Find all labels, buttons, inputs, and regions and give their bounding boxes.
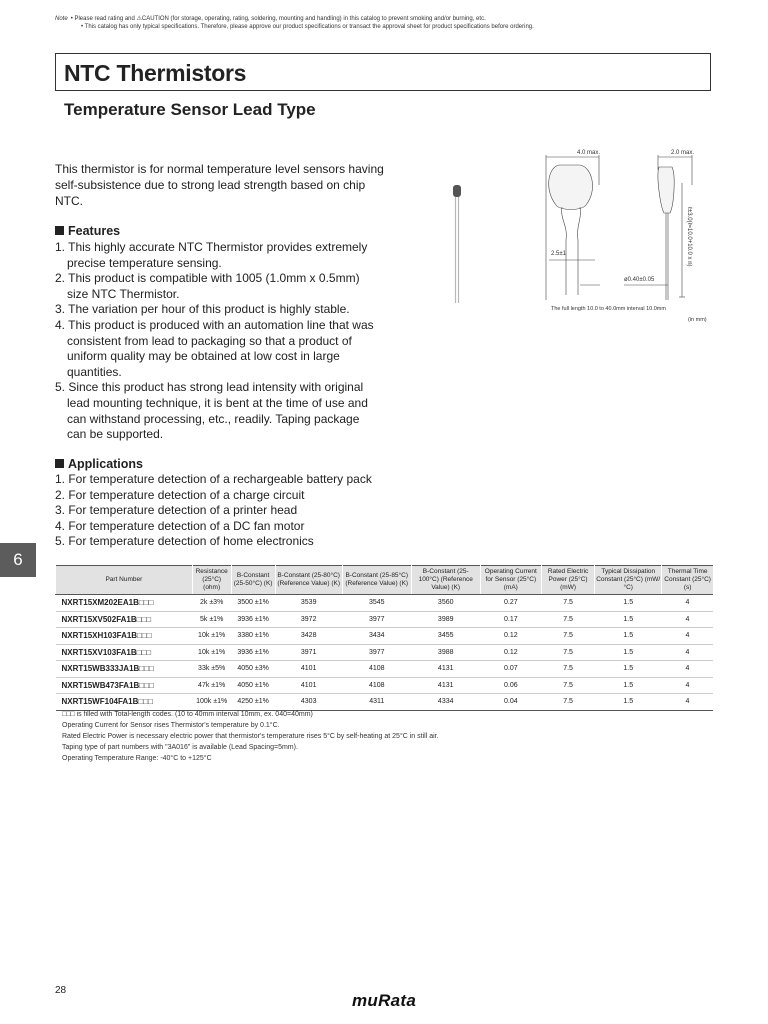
table-cell: 3936 ±1% — [231, 611, 275, 628]
catalog-note — [55, 15, 755, 31]
table-cell: 2k ±3% — [192, 595, 231, 612]
table-cell: 7.5 — [541, 694, 594, 711]
table-cell: 47k ±1% — [192, 677, 231, 694]
header-thermal-time-constant: Thermal Time Constant (25°C) (s) — [662, 566, 713, 595]
application-item: 5. For temperature detection of home electronics — [55, 534, 314, 549]
square-bullet-icon — [55, 226, 64, 235]
table-cell: 4131 — [411, 677, 480, 694]
table-cell: 4050 ±3% — [231, 661, 275, 678]
table-cell: 3936 ±1% — [231, 644, 275, 661]
table-cell: 4 — [662, 611, 713, 628]
table-cell: 10k ±1% — [192, 628, 231, 645]
table-cell: 10k ±1% — [192, 644, 231, 661]
table-cell: 4 — [662, 694, 713, 711]
dim-lead-length: ℓ±3.0(ℓ=10.0+10.0 x n) — [686, 207, 692, 267]
dim-lead-diameter: ø0.40±0.05 — [624, 277, 655, 283]
feature-item: 5. Since this product has strong lead intensity with original lead mounting technique, it is bent at the time of use and can withstand processing, etc., readily. Taping package can be supported. — [55, 380, 368, 442]
table-cell: 0.27 — [480, 595, 541, 612]
murata-logo: muRata — [352, 991, 417, 1010]
dim-thickness: 2.0 max. — [671, 150, 695, 156]
table-cell: 1.5 — [595, 644, 662, 661]
header-b-constant-25-85: B-Constant (25-85°C) (Reference Value) (K) — [342, 566, 411, 595]
table-cell: 4131 — [411, 661, 480, 678]
table-cell: 3500 ±1% — [231, 595, 275, 612]
table-cell: 4050 ±1% — [231, 677, 275, 694]
table-cell: 3428 — [275, 628, 342, 645]
table-cell: 3455 — [411, 628, 480, 645]
table-cell: 5k ±1% — [192, 611, 231, 628]
part-number-cell: NXRT15WF104FA1B□□□ — [56, 694, 193, 711]
feature-item: 2. This product is compatible with 1005 (1.0mm x 0.5mm) size NTC Thermistor. — [55, 271, 360, 301]
header-operating-current: Operating Current for Sensor (25°C) (mA) — [480, 566, 541, 595]
note-line-1: • Please read rating and ⚠CAUTION (for storage, operating, rating, soldering, mounting and handling) in this catalog to prevent smoking and/or burning, etc. — [70, 16, 486, 22]
title-box — [55, 53, 711, 91]
table-cell: 7.5 — [541, 644, 594, 661]
spec-table — [55, 565, 713, 711]
part-number-cell: NXRT15WB473FA1B□□□ — [56, 677, 193, 694]
table-cell: 0.12 — [480, 644, 541, 661]
table-cell: 4 — [662, 644, 713, 661]
table-row — [56, 644, 714, 661]
table-cell: 1.5 — [595, 628, 662, 645]
table-cell: 1.5 — [595, 677, 662, 694]
table-cell: 3972 — [275, 611, 342, 628]
table-cell: 1.5 — [595, 661, 662, 678]
dim-width: 4.0 max. — [577, 150, 601, 156]
features-heading — [55, 224, 120, 238]
part-number-cell: NXRT15XV502FA1B□□□ — [56, 611, 193, 628]
table-cell: 3971 — [275, 644, 342, 661]
applications-list — [55, 472, 395, 550]
thermistor-dimension-drawing — [430, 145, 720, 330]
part-number-cell: NXRT15XH103FA1B□□□ — [56, 628, 193, 645]
table-cell: 100k ±1% — [192, 694, 231, 711]
header-b-constant-25-80: B-Constant (25-80°C) (Reference Value) (K) — [275, 566, 342, 595]
table-cell: 3560 — [411, 595, 480, 612]
footnote: Operating Temperature Range: -40°C to +125°C — [62, 755, 212, 762]
table-cell: 3977 — [342, 644, 411, 661]
header-rated-power: Rated Electric Power (25°C) (mW) — [541, 566, 594, 595]
table-cell: 4108 — [342, 661, 411, 678]
table-cell: 0.17 — [480, 611, 541, 628]
table-cell: 1.5 — [595, 694, 662, 711]
note-line-2: • This catalog has only typical specifications. Therefore, please approve our product specifications or transact the approval sheet for product specifications before ordering. — [81, 24, 534, 30]
footnote: □□□ is filled with Total-length codes. (10 to 40mm interval 10mm, ex. 040=40mm) — [62, 711, 313, 718]
table-cell: 7.5 — [541, 611, 594, 628]
header-b-constant-25-100: B-Constant (25-100°C) (Reference Value) (K) — [411, 566, 480, 595]
page-subtitle: Temperature Sensor Lead Type — [64, 100, 316, 119]
footnote: Operating Current for Sensor rises Thermistor's temperature by 0.1°C. — [62, 722, 280, 729]
table-cell: 7.5 — [541, 628, 594, 645]
header-b-constant-25-50: B-Constant (25-50°C) (K) — [231, 566, 275, 595]
footnote: Rated Electric Power is necessary electric power that thermistor's temperature rises 5°C by self-heating at 25°C in still air. — [62, 733, 439, 740]
square-bullet-icon — [55, 459, 64, 468]
application-item: 1. For temperature detection of a rechargeable battery pack — [55, 472, 372, 486]
header-dissipation-constant: Typical Dissipation Constant (25°C) (mW/°C) — [595, 566, 662, 595]
table-row — [56, 661, 714, 678]
table-cell: 4 — [662, 628, 713, 645]
table-cell: 4303 — [275, 694, 342, 711]
table-cell: 3977 — [342, 611, 411, 628]
table-cell: 3434 — [342, 628, 411, 645]
table-cell: 3380 ±1% — [231, 628, 275, 645]
part-number-cell: NXRT15XM202EA1B□□□ — [56, 595, 193, 612]
header-resistance: Resistance (25°C) (ohm) — [192, 566, 231, 595]
part-number-cell: NXRT15WB333JA1B□□□ — [56, 661, 193, 678]
table-cell: 3545 — [342, 595, 411, 612]
table-cell: 4 — [662, 677, 713, 694]
table-cell: 1.5 — [595, 611, 662, 628]
table-cell: 0.12 — [480, 628, 541, 645]
product-photo — [453, 185, 461, 303]
table-cell: 0.06 — [480, 677, 541, 694]
table-cell: 4250 ±1% — [231, 694, 275, 711]
table-row — [56, 628, 714, 645]
table-cell: 4334 — [411, 694, 480, 711]
application-item: 4. For temperature detection of a DC fan motor — [55, 518, 305, 533]
feature-item: 1. This highly accurate NTC Thermistor provides extremely precise temperature sensing. — [55, 240, 368, 270]
table-row — [56, 694, 714, 711]
header-part-number: Part Number — [56, 566, 193, 595]
table-row — [56, 611, 714, 628]
table-cell: 4 — [662, 595, 713, 612]
table-cell: 3989 — [411, 611, 480, 628]
table-cell: 33k ±5% — [192, 661, 231, 678]
table-cell: 3539 — [275, 595, 342, 612]
intro-text: This thermistor is for normal temperature level sensors having self-subsistence due to strong lead strength based on chip NTC. — [55, 162, 384, 208]
feature-item: 3. The variation per hour of this product is highly stable. — [55, 302, 350, 317]
table-cell: 4101 — [275, 677, 342, 694]
applications-heading-text: Applications — [68, 457, 144, 471]
front-view — [546, 155, 600, 300]
feature-item: 4. This product is produced with an automation line that was consistent from lead to packaging so that a product of uniform quality may be obtained at low cost in large quantities. — [55, 317, 374, 379]
table-cell: 3988 — [411, 644, 480, 661]
table-cell: 0.07 — [480, 661, 541, 678]
part-number-cell: NXRT15XV103FA1B□□□ — [56, 644, 193, 661]
table-cell: 0.04 — [480, 694, 541, 711]
table-row — [56, 677, 714, 694]
table-header-row — [56, 566, 714, 595]
table-cell: 7.5 — [541, 677, 594, 694]
applications-heading — [55, 457, 143, 471]
table-cell: 4 — [662, 661, 713, 678]
section-tab[interactable]: 6 — [0, 543, 36, 577]
table-cell: 1.5 — [595, 595, 662, 612]
note-label: Note — [55, 16, 68, 22]
full-length-note: The full length 10.0 to 40.0mm interval 10.0mm — [551, 306, 666, 312]
table-cell: 4108 — [342, 677, 411, 694]
footnotes — [62, 709, 439, 764]
dim-pitch: 2.5±1 — [551, 251, 566, 257]
page-title: NTC Thermistors — [64, 60, 247, 86]
unit-label: (in mm) — [688, 317, 707, 323]
features-list — [55, 240, 375, 443]
footnote: Taping type of part numbers with "3A016" is available (Lead Spacing=5mm). — [62, 744, 298, 751]
application-item: 2. For temperature detection of a charge circuit — [55, 487, 305, 502]
page-number: 28 — [55, 985, 67, 996]
table-row — [56, 595, 714, 612]
table-cell: 4311 — [342, 694, 411, 711]
table-cell: 7.5 — [541, 595, 594, 612]
table-cell: 7.5 — [541, 661, 594, 678]
application-item: 3. For temperature detection of a printer head — [55, 503, 298, 518]
table-cell: 4101 — [275, 661, 342, 678]
features-heading-text: Features — [68, 224, 121, 238]
